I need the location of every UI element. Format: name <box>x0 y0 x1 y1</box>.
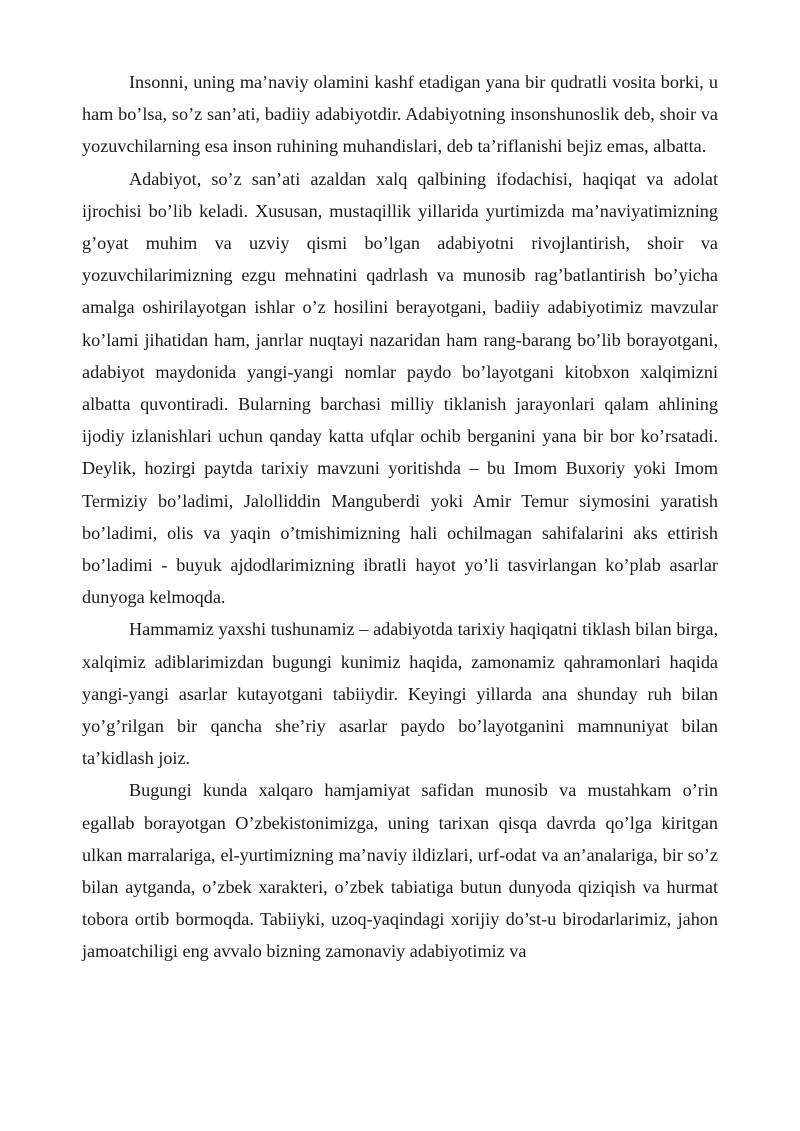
paragraph-1: Insonni, uning ma’naviy olamini kashf etadigan yana bir qudratli vosita borki, u ham bo’lsa, so’z san’ati, badiiy adabiyotdir. Adabiyotning insonshunoslik deb, shoir va yozuvchilarning esa inson ruhining muhandislari, deb ta’riflanishi bejiz emas, albatta. <box>82 72 718 157</box>
document-page <box>82 66 718 968</box>
paragraph-4: Bugungi kunda xalqaro hamjamiyat safidan munosib va mustahkam o’rin egallab borayotgan O’zbekistonimizga, uning tarixan qisqa davrda qo’lga kiritgan ulkan marralariga, el-yurtimizning ma’naviy ildizlari, urf-odat va an’analariga, bir so’z bilan aytganda, o’zbek xarakteri, o’zbek tabiatiga butun dunyoda qiziqish va hurmat tobora ortib bormoqda. Tabiiyki, uzoq-yaqindagi xorijiy do’st-u birodarlarimiz, jahon jamoatchiligi eng avvalo bizning zamonaviy adabiyotimiz va <box>82 780 718 962</box>
paragraph-3: Hammamiz yaxshi tushunamiz – adabiyotda tarixiy haqiqatni tiklash bilan birga, xalqimiz adiblarimizdan bugungi kunimiz haqida, zamonamiz qahramonlari haqida yangi-yangi asarlar kutayotgani tabiiydir. Keyingi yillarda ana shunday ruh bilan yo’g’rilgan bir qancha she’riy asarlar paydo bo’layotganini mamnuniyat bilan ta’kidlash joiz. <box>82 619 718 769</box>
paragraph-2: Adabiyot, so’z san’ati azaldan xalq qalbining ifodachisi, haqiqat va adolat ijrochisi bo’lib keladi. Xususan, mustaqillik yillarida yurtimizda ma’naviyatimizning g’oyat muhim va uzviy qismi bo’lgan adabiyotni rivojlantirish, shoir va yozuvchilarimizning ezgu mehnatini qadrlash va munosib rag’batlantirish bo’yicha amalga oshirilayotgan ishlar o’z hosilini berayotgani, badiiy adabiyotimiz mavzular ko’lami jihatidan ham, janrlar nuqtayi nazaridan ham rang-barang bo’lib borayotgani, adabiyot maydonida yangi-yangi nomlar paydo bo’layotgani kitobxon xalqimizni albatta quvontiradi. Bularning barchasi milliy tiklanish jarayonlari qalam ahlining ijodiy izlanishlari uchun qanday katta ufqlar ochib berganini yana bir bor ko’rsatadi. Deylik, hozirgi paytda tarixiy mavzuni yoritishda – bu Imom Buxoriy yoki Imom Termiziy bo’ladimi, Jalolliddin Manguberdi yoki Amir Temur siymosini yaratish bo’ladimi, olis va yaqin o’tmishimizning hali ochilmagan sahifalarini aks ettirish bo’ladimi - buyuk ajdodlarimizning ibratli hayot yo’li tasvirlangan ko’plab asarlar dunyoga kelmoqda. <box>82 168 718 608</box>
